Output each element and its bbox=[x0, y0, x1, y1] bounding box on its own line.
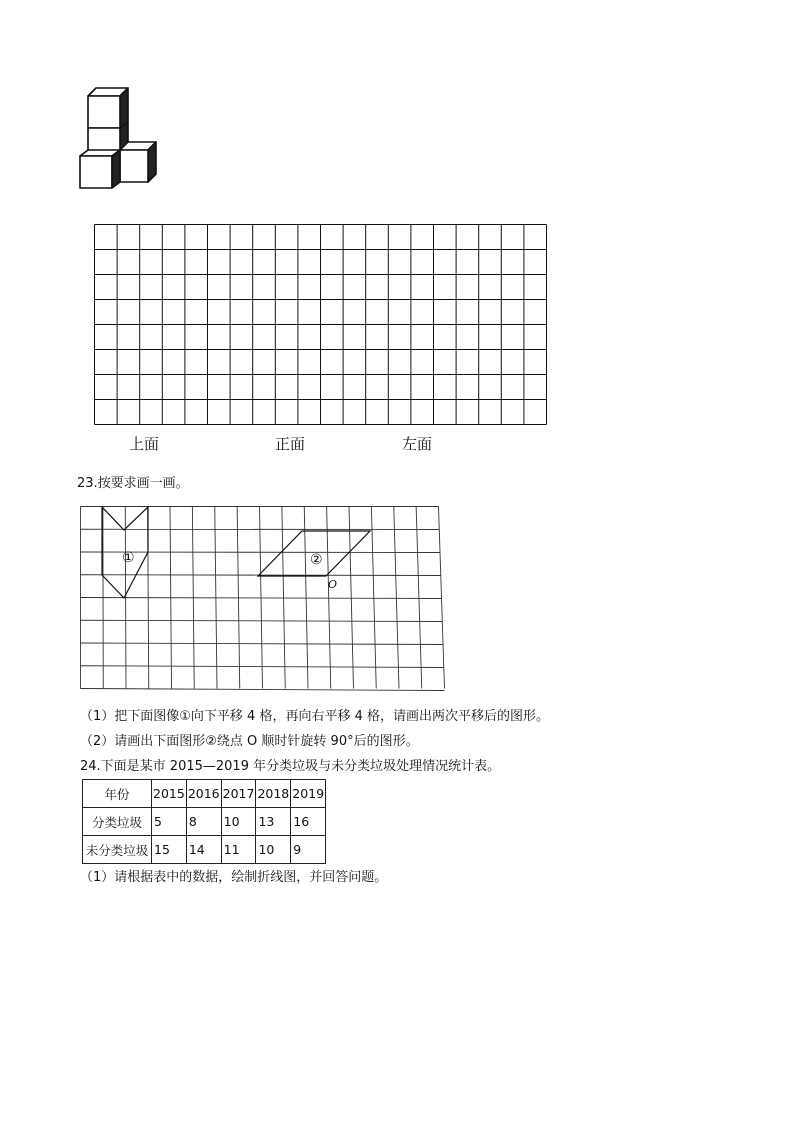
table-year: 2017 bbox=[221, 780, 256, 808]
q24-title: 24.下面是某市 2015—2019 年分类垃圾与未分类垃圾处理情况统计表。 bbox=[80, 759, 501, 774]
table-year: 2015 bbox=[152, 780, 187, 808]
table-cell: 10 bbox=[256, 836, 291, 864]
table-cell: 10 bbox=[221, 808, 256, 836]
view-label-left: 左面 bbox=[402, 435, 433, 453]
table-year: 2019 bbox=[291, 780, 326, 808]
table-cell: 15 bbox=[152, 836, 187, 864]
cube-stack-figure bbox=[76, 84, 158, 192]
table-row bbox=[83, 836, 326, 864]
table-row-label: 分类垃圾 bbox=[83, 808, 152, 836]
table-header-year: 年份 bbox=[83, 780, 152, 808]
view-label-front: 正面 bbox=[275, 435, 306, 453]
table-cell: 14 bbox=[186, 836, 221, 864]
q23-item-1: （1）把下面图像①向下平移 4 格，再向右平移 4 格，请画出两次平移后的图形。 bbox=[80, 709, 549, 724]
table-year: 2016 bbox=[186, 780, 221, 808]
shape-2-mark: ② bbox=[310, 552, 323, 568]
view-label-top: 上面 bbox=[129, 435, 160, 453]
table-row bbox=[83, 780, 326, 808]
views-grid bbox=[94, 224, 548, 426]
point-o-label: O bbox=[328, 578, 338, 591]
table-cell: 8 bbox=[186, 808, 221, 836]
table-cell: 16 bbox=[291, 808, 326, 836]
table-cell: 11 bbox=[221, 836, 256, 864]
stats-table bbox=[82, 779, 326, 864]
transform-grid bbox=[80, 506, 448, 696]
table-cell: 13 bbox=[256, 808, 291, 836]
table-cell: 5 bbox=[152, 808, 187, 836]
table-row-label: 未分类垃圾 bbox=[83, 836, 152, 864]
q23-title: 23.按要求画一画。 bbox=[77, 476, 189, 491]
table-row bbox=[83, 808, 326, 836]
table-year: 2018 bbox=[256, 780, 291, 808]
q24-item-1: （1）请根据表中的数据，绘制折线图，并回答问题。 bbox=[80, 870, 388, 885]
table-cell: 9 bbox=[291, 836, 326, 864]
q23-item-2: （2）请画出下面图形②绕点 O 顺时针旋转 90°后的图形。 bbox=[80, 734, 419, 749]
shape-1-mark: ① bbox=[122, 550, 135, 566]
